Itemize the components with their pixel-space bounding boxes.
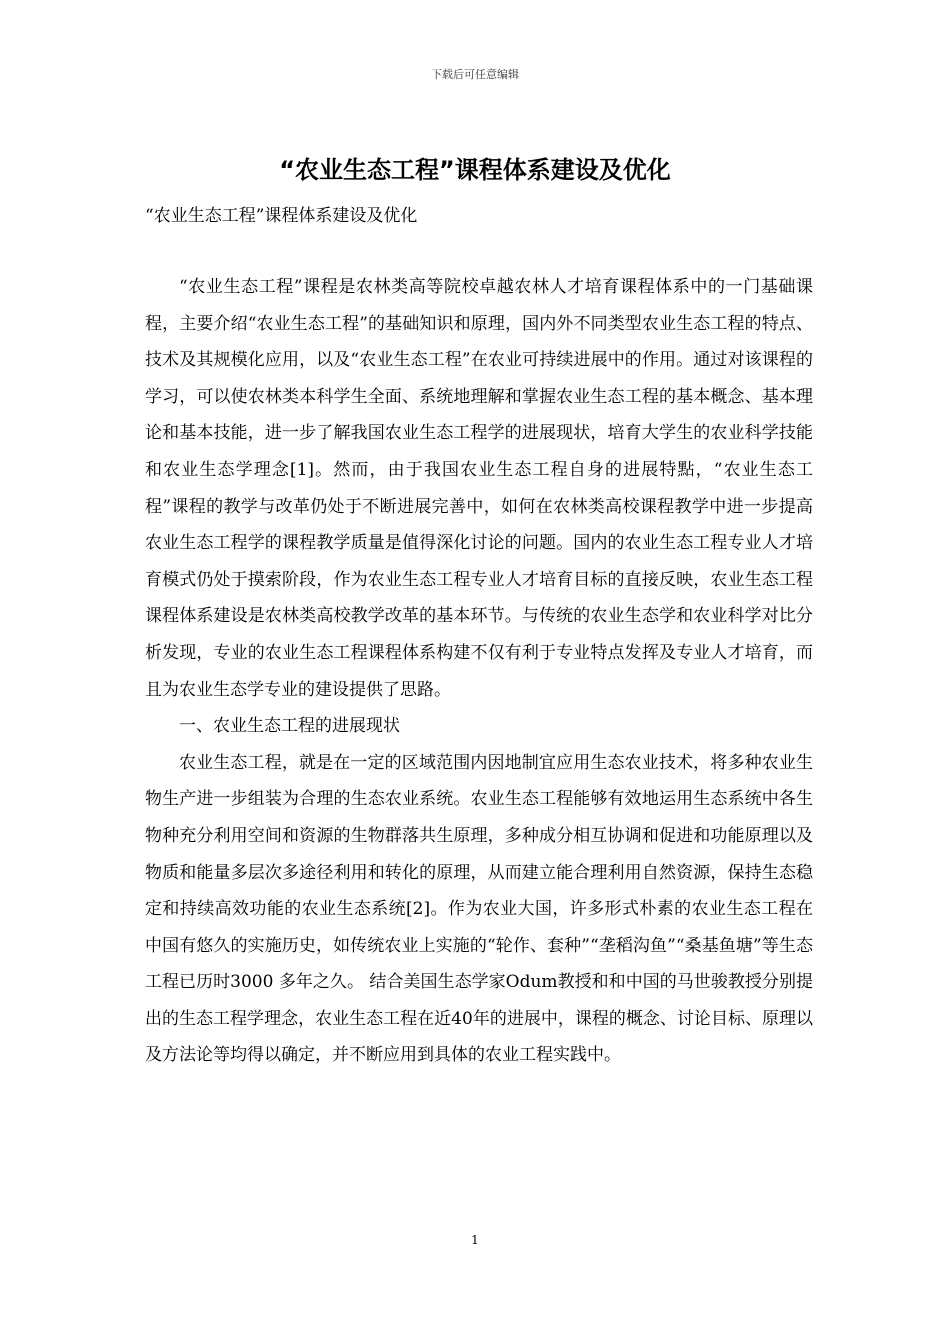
- section-heading: 一、农业生态工程的进展现状: [179, 716, 400, 737]
- section-paragraph: 农业生态工程，就是在一定的区域范围内因地制宜应用生态农业技术，将多种农业生物生产进一步组装为合理的生态农业系统。农业生态工程能够有效地运用生态系统中各生物种充分利用空间和资源的生物群落共生原理，多种成分相互协调和促进和功能原理以及物质和能量多层次多途径利用和转化的原理，从而建立能合理利用自然资源，保持生态稳定和持续高效功能的农业生态系统[2]。作为农业大国，许多形式朴素的农业生态工程在中国有悠久的实施历史，如传统农业上实施的“轮作、套种”“垄稻沟鱼”“桑基鱼塘”等生态工程已历时3000 多年之久。 结合美国生态学家Odum教授和和中国的马世骏教授分别提出的生态工程学理念，农业生态工程在近40年的进展中，课程的概念、讨论目标、原理以及方法论等均得以确定，并不断应用到具体的农业工程实践中。: [145, 752, 813, 1066]
- header-note: 下载后可任意编辑: [431, 68, 519, 81]
- document-subtitle: “农业生态工程”课程体系建设及优化: [145, 206, 418, 226]
- intro-paragraph: “农业生态工程”课程是农林类高等院校卓越农林人才培育课程体系中的一门基础课程，主要介绍“农业生态工程”的基础知识和原理，国内外不同类型农业生态工程的特点、技术及其规模化应用，以及“农业生态工程”在农业可持续进展中的作用。通过对该课程的学习，可以使农林类本科学生全面、系统地理解和掌握农业生态工程的基本概念、基本理论和基本技能，进一步了解我国农业生态工程学的进展现状，培育大学生的农业科学技能和农业生态学理念[1]。然而，由于我国农业生态工程自身的进展特點，“农业生态工程”课程的教学与改革仍处于不断进展完善中，如何在农林类高校课程教学中进一步提高农业生态工程学的课程教学质量是值得深化讨论的问题。国内的农业生态工程专业人才培育模式仍处于摸索阶段，作为农业生态工程专业人才培育目标的直接反映，农业生态工程课程体系建设是农林类高校教学改革的基本环节。与传统的农业生态学和农业科学对比分析发现，专业的农业生态工程课程体系构建不仅有利于专业特点发挥及专业人才培育，而且为农业生态学专业的建设提供了思路。: [145, 277, 813, 700]
- page-number: 1: [471, 1233, 479, 1247]
- document-title: “农业生态工程”课程体系建设及优化: [279, 156, 671, 184]
- document-body: [145, 269, 813, 1074]
